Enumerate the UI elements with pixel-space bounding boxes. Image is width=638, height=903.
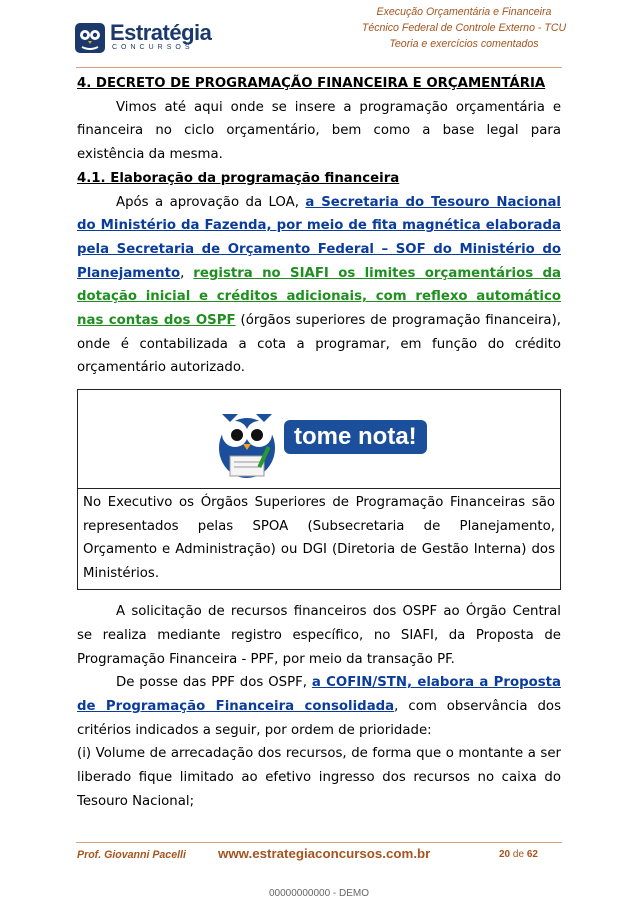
text-run: (órgãos superiores de programação financeira), onde é contabilizada a cota a programar, em função do crédito orçamentário autorizado. — [77, 313, 561, 376]
section-title: 4. DECRETO DE PROGRAMAÇÃO FINANCEIRA E ORÇAMENTÁRIA — [77, 76, 546, 91]
footer-website-link[interactable]: www.estrategiaconcursos.com.br — [218, 846, 431, 861]
highlight-stn: a Secretaria do Tesouro Nacional do Ministério da Fazenda, por meio de fita magnética elaborada pela Secretaria de Orçamento Federal – SOF do Ministério do Planejamento — [77, 194, 561, 281]
text-run: Após a aprovação da LOA, — [116, 194, 306, 210]
criteria-item: (i) Volume de arrecadação dos recursos, de forma que o montante a ser liberado fique limitado ao efetivo ingresso dos recursos no caixa do Tesouro Nacional; — [77, 746, 561, 809]
tome-nota-banner — [78, 390, 560, 489]
header-exam: Técnico Federal de Controle Externo - TCU — [361, 22, 567, 34]
header-course: Execução Orçamentária e Financeira — [376, 6, 552, 18]
text-run: De posse das PPF dos OSPF, — [116, 675, 312, 691]
current-page: 20 — [499, 849, 511, 860]
paragraph-cofin — [77, 671, 561, 742]
note-text: No Executivo os Órgãos Superiores de Programação Financeiras são representados pelas SPOA (Subsecretaria de Planejamento, Orçamento e Administração) ou DGI (Diretoria de Gestão Interna) dos Ministérios. — [83, 495, 555, 581]
text-run: , — [180, 265, 194, 281]
total-pages: 62 — [526, 849, 538, 860]
page-of: de — [512, 849, 525, 860]
section-intro: Vimos até aqui onde se insere a programação orçamentária e financeira no ciclo orçamentário, bem como a base legal para existência da mesma. — [77, 99, 561, 163]
owl-icon — [208, 400, 286, 480]
paragraph-loa — [77, 191, 561, 381]
highlight-cofin: a COFIN/STN, elabora a Proposta de Programação Financeira consolidada — [77, 675, 561, 714]
note-box — [77, 389, 561, 590]
logo-title: Estratégia — [110, 20, 212, 45]
page-number — [499, 849, 538, 860]
estrategia-logo — [74, 20, 212, 56]
header-divider — [76, 67, 562, 68]
demo-watermark: 00000000000 - DEMO — [268, 888, 370, 899]
highlight-siafi: registra no SIAFI os limites orçamentários da dotação inicial e créditos adicionais, com reflexo automático nas contas dos OSPF — [77, 265, 561, 329]
tome-nota-label: tome nota! — [284, 420, 427, 454]
owl-logo-icon — [74, 22, 106, 54]
footer-divider — [76, 842, 562, 843]
page-content — [77, 72, 561, 813]
document-header — [344, 4, 584, 52]
subsection-title: 4.1. Elaboração da programação financeira — [77, 170, 400, 186]
logo-subtitle: CONCURSOS — [112, 44, 194, 51]
text-run: , com observância dos critérios indicados a seguir, por ordem de prioridade: — [77, 698, 561, 738]
paragraph-ppf: A solicitação de recursos financeiros dos OSPF ao Órgão Central se realiza mediante registro específico, no SIAFI, da Proposta de Programação Financeira - PPF, por meio da transação PF. — [77, 604, 561, 667]
footer-author: Prof. Giovanni Pacelli — [77, 849, 186, 861]
header-subtitle: Teoria e exercícios comentados — [389, 38, 539, 50]
